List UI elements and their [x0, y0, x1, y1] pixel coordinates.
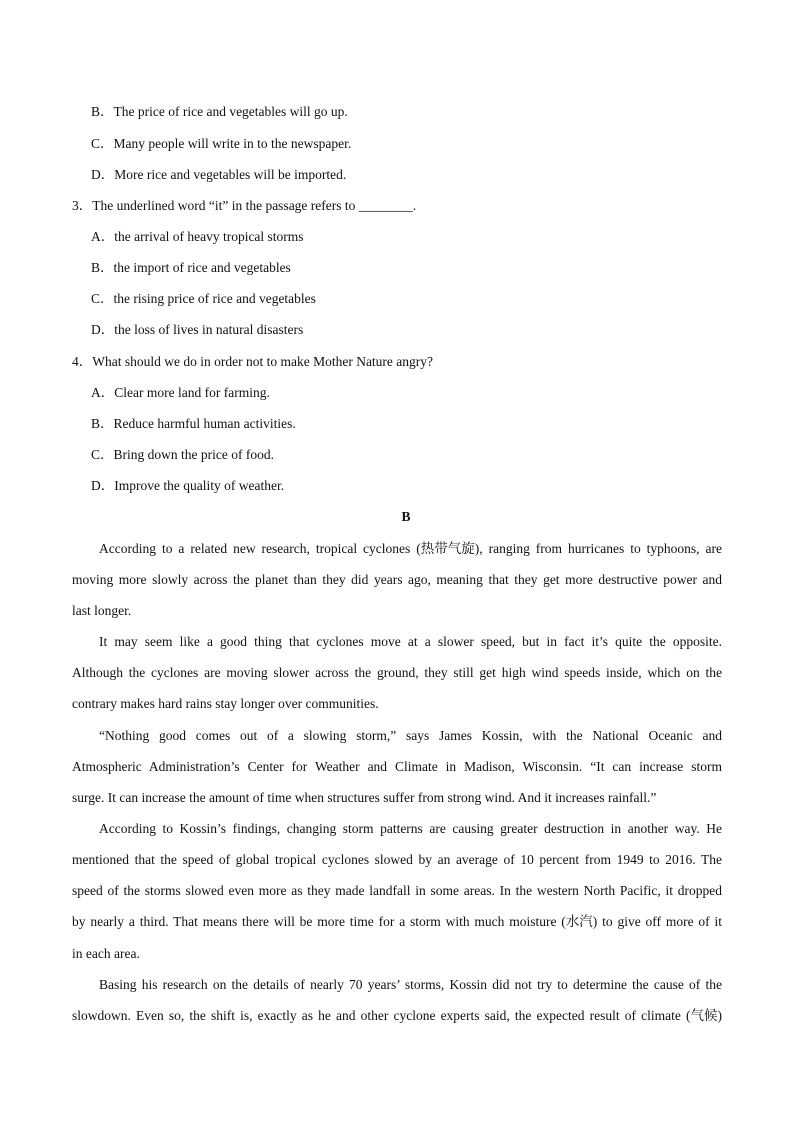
question-3-option-b: B．the import of rice and vegetables: [91, 260, 291, 276]
question-2-option-d: D．More rice and vegetables will be imported.: [91, 166, 347, 182]
question-3-stem: 3．The underlined word “it” in the passage refers to ________.: [72, 197, 417, 213]
paragraph-4-line-5: in each area.: [72, 945, 140, 961]
paragraph-1-line-2: moving more slowly across the planet than they did years ago, meaning that they get more destructive power and: [72, 571, 722, 587]
paragraph-4-line-4: by nearly a third. That means there will be more time for a storm with much moisture (水汽) to give off more of it: [72, 914, 722, 930]
passage-heading: B: [401, 509, 411, 525]
paragraph-2-line-3: contrary makes hard rains stay longer over communities.: [72, 696, 379, 712]
paragraph-5-line-1: Basing his research on the details of nearly 70 years’ storms, Kossin did not try to determine the cause of the: [99, 976, 722, 992]
question-4-option-c: C．Bring down the price of food.: [91, 447, 274, 463]
page-content: [72, 96, 722, 1031]
paragraph-3-line-3: surge. It can increase the amount of time when structures suffer from strong wind. And it increases rainfall.”: [72, 789, 657, 805]
question-4-option-b: B．Reduce harmful human activities.: [91, 415, 296, 431]
question-3-option-d: D．the loss of lives in natural disasters: [91, 322, 304, 338]
paragraph-2-line-1: It may seem like a good thing that cyclones move at a slower speed, but in fact it’s quite the opposite.: [99, 634, 722, 650]
question-4-option-d: D．Improve the quality of weather.: [91, 478, 285, 494]
paragraph-2-line-2: Although the cyclones are moving slower across the ground, they still get high wind speeds inside, which on the: [72, 665, 722, 681]
question-4-stem: 4．What should we do in order not to make Mother Nature angry?: [72, 353, 434, 369]
paragraph-1-line-1: According to a related new research, tropical cyclones (热带气旋), ranging from hurricanes to typhoons, are: [99, 540, 722, 556]
question-3-option-c: C．the rising price of rice and vegetables: [91, 291, 316, 307]
paragraph-4-line-2: mentioned that the speed of global tropical cyclones slowed by an average of 10 percent from 1949 to 2016. The: [72, 852, 722, 868]
question-4-option-a: A．Clear more land for farming.: [91, 384, 270, 400]
paragraph-3-line-2: Atmospheric Administration’s Center for Weather and Climate in Madison, Wisconsin. “It can increase storm: [72, 758, 722, 774]
paragraph-1-line-3: last longer.: [72, 602, 132, 618]
paragraph-4-line-1: According to Kossin’s findings, changing storm patterns are causing greater destruction in another way. He: [99, 820, 722, 836]
question-2-option-c: C．Many people will write in to the newspaper.: [91, 135, 352, 151]
question-2-option-b: B．The price of rice and vegetables will go up.: [91, 104, 348, 120]
question-3-option-a: A．the arrival of heavy tropical storms: [91, 229, 304, 245]
paragraph-4-line-3: speed of the storms slowed even more as they made landfall in some areas. In the western North Pacific, it dropped: [72, 883, 722, 899]
paragraph-3-line-1: “Nothing good comes out of a slowing storm,” says James Kossin, with the National Oceanic and: [99, 727, 722, 743]
paragraph-5-line-2: slowdown. Even so, the shift is, exactly as he and other cyclone experts said, the expected result of climate (气候): [72, 1007, 722, 1023]
